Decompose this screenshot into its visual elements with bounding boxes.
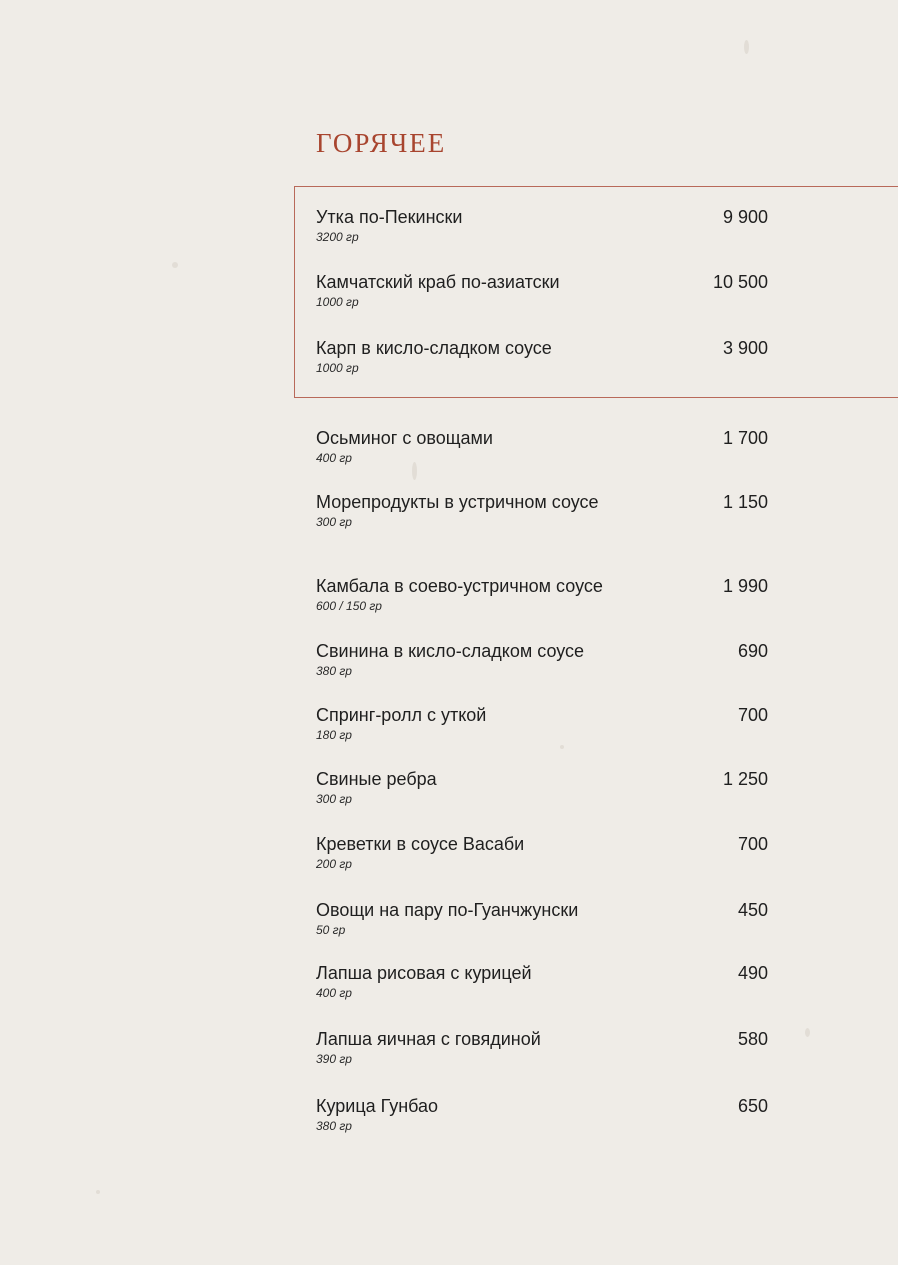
item-price: 3 900 xyxy=(722,338,768,358)
item-price: 690 xyxy=(737,641,768,661)
menu-item xyxy=(316,207,768,244)
menu-item xyxy=(316,834,768,871)
section-title: ГОРЯЧЕЕ xyxy=(316,128,447,158)
item-weight: 400 гр xyxy=(316,451,352,465)
menu-item xyxy=(316,272,768,309)
menu-item xyxy=(316,900,768,937)
item-name: Камбала в соево-устричном соусе xyxy=(316,576,603,596)
menu-item xyxy=(316,576,768,613)
item-price: 1 150 xyxy=(722,492,768,512)
menu-item xyxy=(316,705,768,742)
item-price: 490 xyxy=(737,963,768,983)
item-price: 450 xyxy=(737,900,768,920)
item-weight: 380 гр xyxy=(316,664,352,678)
item-weight: 50 гр xyxy=(316,923,346,937)
item-weight: 380 гр xyxy=(316,1119,352,1133)
item-name: Осьминог с овощами xyxy=(316,428,493,448)
item-price: 700 xyxy=(737,834,768,854)
paper-texture-fleck xyxy=(805,1028,810,1037)
item-name: Креветки в соусе Васаби xyxy=(316,834,525,854)
item-weight: 200 гр xyxy=(316,857,352,871)
item-weight: 400 гр xyxy=(316,986,352,1000)
menu-item xyxy=(316,1096,768,1133)
item-name: Курица Гунбао xyxy=(316,1096,439,1116)
item-price: 650 xyxy=(737,1096,768,1116)
item-weight: 180 гр xyxy=(316,728,352,742)
paper-texture-fleck xyxy=(96,1190,100,1194)
menu-item xyxy=(316,492,768,529)
menu-item xyxy=(316,338,768,375)
item-name: Камчатский краб по-азиатски xyxy=(316,272,560,292)
item-name: Свинина в кисло-сладком соусе xyxy=(316,641,585,661)
menu-item xyxy=(316,1029,768,1066)
paper-texture-fleck xyxy=(172,262,178,268)
item-name: Спринг-ролл с уткой xyxy=(316,705,487,725)
menu-item xyxy=(316,428,768,465)
menu-item xyxy=(316,963,768,1000)
item-name: Карп в кисло-сладком соусе xyxy=(316,338,552,358)
item-weight: 390 гр xyxy=(316,1052,352,1066)
item-name: Морепродукты в устричном соусе xyxy=(316,492,599,512)
item-weight: 1000 гр xyxy=(316,361,359,375)
item-weight: 300 гр xyxy=(316,515,352,529)
item-name: Лапша яичная с говядиной xyxy=(316,1029,541,1049)
item-price: 10 500 xyxy=(712,272,768,292)
item-weight: 1000 гр xyxy=(316,295,359,309)
item-price: 1 250 xyxy=(722,769,768,789)
item-weight: 600 / 150 гр xyxy=(316,599,382,613)
menu-item xyxy=(316,769,768,806)
menu-item xyxy=(316,641,768,678)
paper-texture-fleck xyxy=(560,745,564,749)
item-price: 1 700 xyxy=(722,428,768,448)
item-name: Утка по-Пекински xyxy=(316,207,463,227)
item-name: Овощи на пару по-Гуанчжунски xyxy=(316,900,579,920)
item-weight: 3200 гр xyxy=(316,230,359,244)
item-weight: 300 гр xyxy=(316,792,352,806)
item-price: 580 xyxy=(737,1029,768,1049)
item-name: Свиные ребра xyxy=(316,769,437,789)
item-name: Лапша рисовая с курицей xyxy=(316,963,532,983)
item-price: 1 990 xyxy=(722,576,768,596)
paper-texture-fleck xyxy=(744,40,749,54)
item-price: 700 xyxy=(737,705,768,725)
item-price: 9 900 xyxy=(722,207,768,227)
